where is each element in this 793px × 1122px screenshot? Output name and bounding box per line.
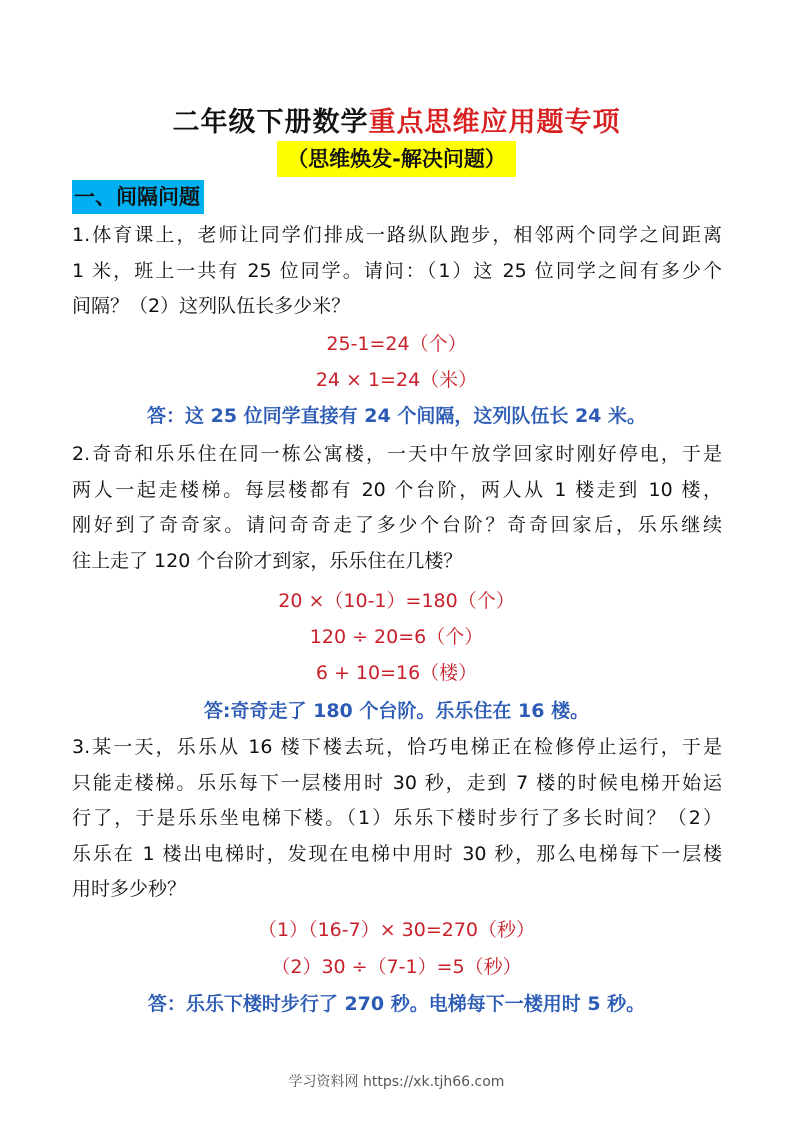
question-3-text xyxy=(72,730,722,908)
question-1-calc-1: 25-1=24（个） xyxy=(326,333,467,355)
question-1-line: 1 米，班上一共有 25 位同学。请问：（1）这 25 位同学之间有多少个 xyxy=(72,259,722,282)
question-3-line: 行了，于是乐乐坐电梯下楼。（1）乐乐下楼时步行了多长时间？（2） xyxy=(72,807,722,829)
question-1-line: 1.体育课上，老师让同学们排成一路纵队跑步，相邻两个同学之间距离 xyxy=(72,224,722,246)
question-2-line: 两人一起走楼梯。每层楼都有 20 个台阶，两人从 1 楼走到 10 楼， xyxy=(72,478,722,501)
question-3-line: 乐乐在 1 楼出电梯时，发现在电梯中用时 30 秒，那么电梯每下一层楼 xyxy=(72,842,722,865)
question-3-line: 只能走楼梯。乐乐每下一层楼用时 30 秒，走到 7 楼的时候电梯开始运 xyxy=(72,771,722,794)
question-2-text xyxy=(72,437,722,579)
question-1-line: 间隔？（2）这列队伍长多少米？ xyxy=(72,295,351,317)
question-3-answer: 答：乐乐下楼时步行了 270 秒。电梯每下一楼用时 5 秒。 xyxy=(147,993,646,1015)
section-heading: 一、间隔问题 xyxy=(72,180,204,214)
question-2-calc-1: 20 ×（10-1）=180（个） xyxy=(278,590,515,612)
subtitle-row xyxy=(0,141,793,177)
question-3-calc-1: （1）（16-7）× 30=270（秒） xyxy=(257,919,536,941)
question-3-calc-2: （2）30 ÷（7-1）=5（秒） xyxy=(271,956,522,978)
subtitle-highlight: （思维焕发-解决问题） xyxy=(277,141,516,177)
question-1-text xyxy=(72,218,722,325)
question-3-line: 用时多少秒？ xyxy=(72,878,187,900)
question-2-line: 往上走了 120 个台阶才到家，乐乐住在几楼？ xyxy=(72,549,463,572)
page-title xyxy=(0,100,793,139)
question-1-answer: 答：这 25 位同学直接有 24 个间隔，这列队伍长 24 米。 xyxy=(146,405,646,427)
footer-watermark: 学习资料网 https://xk.tjh66.com xyxy=(288,1074,505,1090)
question-2-calc-3: 6 + 10=16（楼） xyxy=(315,662,478,684)
question-3-line: 3.某一天，乐乐从 16 楼下楼去玩，恰巧电梯正在检修停止运行，于是 xyxy=(72,736,722,758)
title-red-part: 重点思维应用题专项 xyxy=(368,107,621,138)
question-1-calc-2: 24 × 1=24（米） xyxy=(315,369,478,391)
question-2-calc-2: 120 ÷ 20=6（个） xyxy=(309,626,484,648)
question-2-line: 刚好到了奇奇家。请问奇奇走了多少个台阶？奇奇回家后，乐乐继续 xyxy=(72,514,722,536)
title-black-part: 二年级下册数学 xyxy=(172,107,369,138)
question-2-answer: 答:奇奇走了 180 个台阶。乐乐住在 16 楼。 xyxy=(203,700,590,722)
question-2-line: 2.奇奇和乐乐住在同一栋公寓楼，一天中午放学回家时刚好停电，于是 xyxy=(72,443,722,465)
